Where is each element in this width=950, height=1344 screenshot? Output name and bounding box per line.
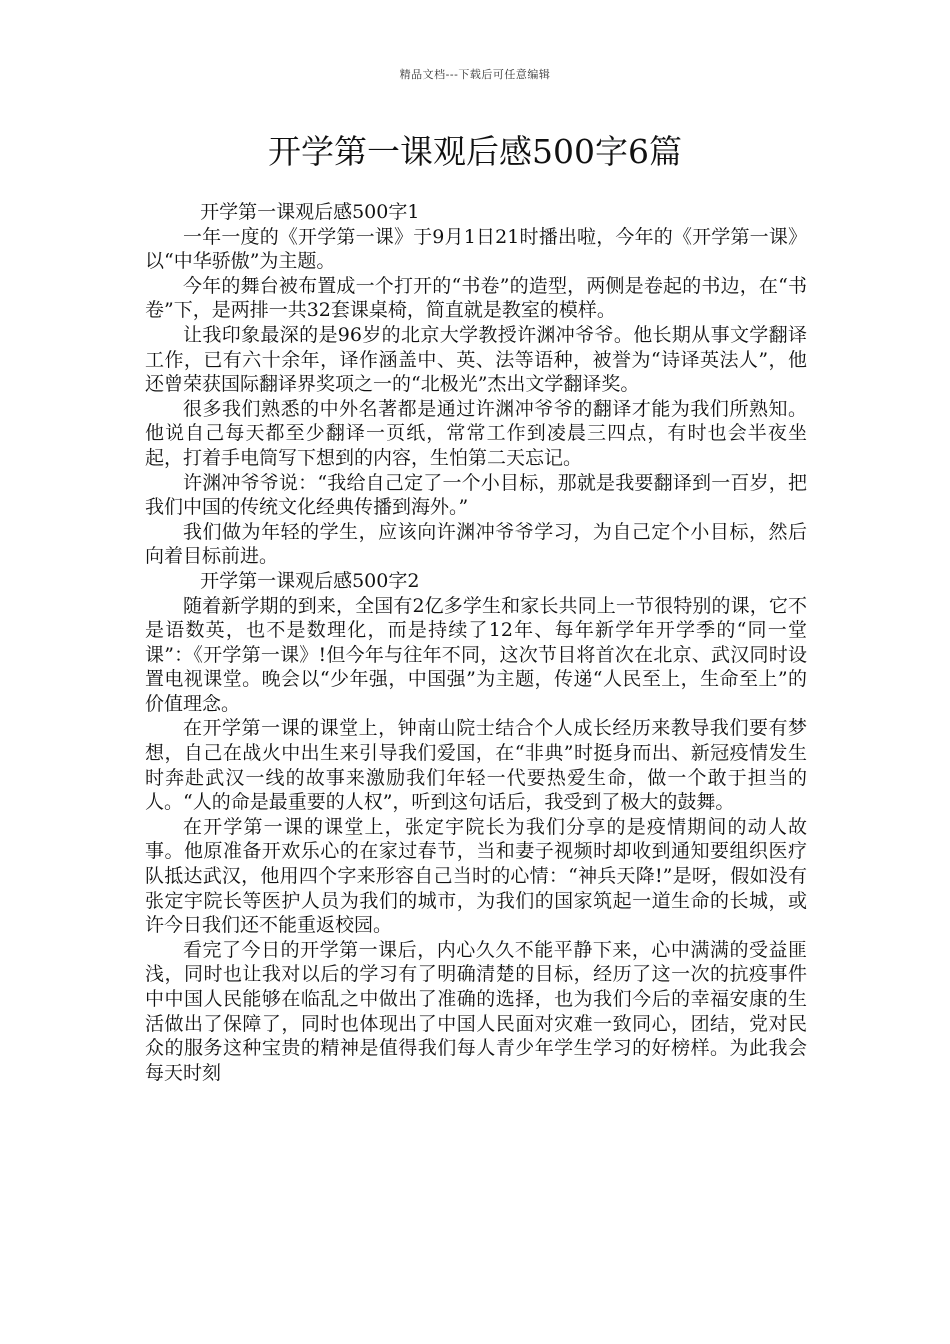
- section-heading-2: 开学第一课观后感500字2: [200, 569, 420, 592]
- section-heading-1: 开学第一课观后感500字1: [200, 201, 420, 223]
- paragraph: 随着新学期的到来，全国有2亿多学生和家长共同上一节很特别的课，它不是语数英，也不是数理化，而是持续了12年、每年新学年开学季的“同一堂课”：《开学第一课》!但今年与往年不同，这次节目将首次在北京、武汉同时设置电视课堂。晚会以“少年强，中国强”为主题，传递“人民至上，生命至上”的价值理念。: [145, 594, 807, 715]
- paragraph: 让我印象最深的是96岁的北京大学教授许渊冲爷爷。他长期从事文学翻译工作，已有六十余年，译作涵盖中、英、法等语种，被誉为“诗译英法人”，他还曾荣获国际翻译界奖项之一的“北极光”杰出文学翻译奖。: [145, 323, 807, 396]
- paragraph: 在开学第一课的课堂上，张定宇院长为我们分享的是疫情期间的动人故事。他原准备开欢乐心的在家过春节，当和妻子视频时却收到通知要组织医疗队抵达武汉，他用四个字来形容自己当时的心情：“神兵天降!”是呀，假如没有张定宇院长等医护人员为我们的城市，为我们的国家筑起一道生命的长城，或许今日我们还不能重返校园。: [145, 815, 807, 937]
- paragraph: 我们做为年轻的学生，应该向许渊冲爷爷学习，为自己定个小目标，然后向着目标前进。: [145, 520, 807, 568]
- paragraph: 今年的舞台被布置成一个打开的“书卷”的造型，两侧是卷起的书边，在“书卷”下，是两排一共32套课桌椅，简直就是教室的模样。: [145, 274, 807, 322]
- paragraph: 很多我们熟悉的中外名著都是通过许渊冲爷爷的翻译才能为我们所熟知。他说自己每天都至少翻译一页纸，常常工作到凌晨三四点，有时也会半夜坐起，打着手电筒写下想到的内容，生怕第二天忘记。: [145, 397, 807, 469]
- paragraph: 一年一度的《开学第一课》于9月1日21时播出啦，今年的《开学第一课》以“中华骄傲”为主题。: [145, 225, 807, 273]
- header-note: 精品文档---下载后可任意编辑: [399, 68, 551, 81]
- paragraph: 许渊冲爷爷说：“我给自己定了一个小目标，那就是我要翻译到一百岁，把我们中国的传统文化经典传播到海外。”: [145, 471, 807, 519]
- paragraph: 在开学第一课的课堂上，钟南山院士结合个人成长经历来教导我们要有梦想，自己在战火中出生来引导我们爱国，在“非典”时挺身而出、新冠疫情发生时奔赴武汉一线的故事来激励我们年轻一代要热爱生命，做一个敢于担当的人。“人的命是最重要的人权”，听到这句话后，我受到了极大的鼓舞。: [145, 717, 807, 814]
- document-body: [145, 200, 807, 1085]
- paragraph: 看完了今日的开学第一课后，内心久久不能平静下来，心中满满的受益匪浅，同时也让我对以后的学习有了明确清楚的目标，经历了这一次的抗疫事件中中国人民能够在临乱之中做出了准确的选择，也为我们今后的幸福安康的生活做出了保障了，同时也体现出了中国人民面对灾难一致同心，团结，党对民众的服务这种宝贵的精神是值得我们每人青少年学生学习的好榜样。为此我会每天时刻: [145, 938, 807, 1084]
- document-title: 开学第一课观后感500字6篇: [268, 132, 682, 171]
